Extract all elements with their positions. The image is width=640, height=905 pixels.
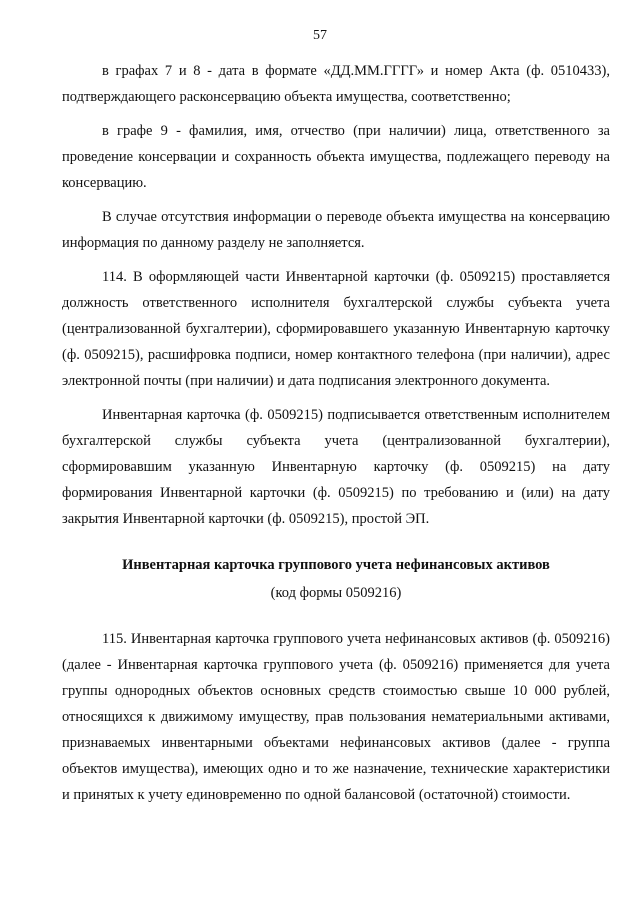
section-heading xyxy=(62,552,610,606)
paragraph-columns-7-8: в графах 7 и 8 - дата в формате «ДД.ММ.ГГГГ» и номер Акта (ф. 0510433), подтверждающего расконсервацию объекта имущества, соответственно; xyxy=(62,63,610,105)
text-block-bottom xyxy=(62,626,610,808)
section-title: Инвентарная карточка группового учета нефинансовых активов xyxy=(122,557,550,573)
paragraph-column-9: в графе 9 - фамилия, имя, отчество (при наличии) лица, ответственного за проведение консервации и сохранность объекта имущества, подлежащего переводу на консервацию. xyxy=(62,123,610,191)
section-subtitle: (код формы 0509216) xyxy=(270,585,402,601)
text-block-top xyxy=(62,58,610,532)
paragraph-114: 114. В оформляющей части Инвентарной карточки (ф. 0509215) проставляется должность ответственного исполнителя бухгалтерской службы субъекта учета (централизованной бухгалтерии), сформировавшего указанную Инвентарную карточку (ф. 0509215), расшифровка подписи, номер контактного телефона (при наличии), адрес электронной почты (при наличии) и дата подписания электронного документа. xyxy=(62,269,610,389)
page-number: 57 xyxy=(313,28,327,43)
paragraph-115: 115. Инвентарная карточка группового учета нефинансовых активов (ф. 0509216) (далее - Инвентарная карточка группового учета (ф. 0509216) применяется для учета группы однородных объектов основных средств стоимостью свыше 10 000 рублей, относящихся к движимому имуществу, прав пользования нематериальными активами, признаваемых инвентарными объектами нефинансовых активов (далее - группа объектов имущества), имеющих одно и то же назначение, технические характеристики и принятых к учету единовременно по одной балансовой (остаточной) стоимости. xyxy=(62,631,610,803)
paragraph-no-info: В случае отсутствия информации о переводе объекта имущества на консервацию информация по данному разделу не заполняется. xyxy=(62,209,610,251)
paragraph-signature: Инвентарная карточка (ф. 0509215) подписывается ответственным исполнителем бухгалтерской службы субъекта учета (централизованной бухгалтерии), сформировавшим указанную Инвентарную карточку (ф. 0509215) на дату формирования Инвентарной карточки (ф. 0509215) по требованию и (или) на дату закрытия Инвентарной карточки (ф. 0509215), простой ЭП. xyxy=(62,407,610,527)
